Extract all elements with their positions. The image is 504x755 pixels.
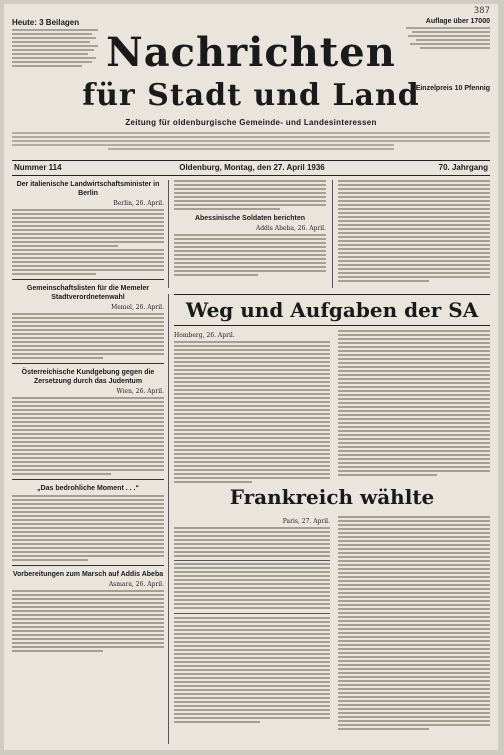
issue-date: Oldenburg, Montag, den 27. April 1936	[179, 163, 325, 172]
price-label: Einzelpreis 10 Pfennig	[415, 85, 490, 92]
left-column	[12, 180, 164, 654]
article-body	[338, 516, 490, 730]
france-article-right	[338, 516, 490, 732]
article-body	[338, 330, 490, 476]
dateline-bar	[12, 160, 490, 176]
article-title: „Das bedrohliche Moment . . .“	[37, 485, 139, 492]
article-dateline: Addis Abeba, 26. April.	[255, 225, 326, 232]
article-dateline: Asmara, 26. April.	[108, 581, 164, 588]
article-title: Abessinische Soldaten berichten	[194, 215, 306, 222]
imprint-block	[12, 132, 490, 150]
headline-sa: Weg und Aufgaben der SA	[174, 294, 490, 326]
article-body	[174, 527, 330, 557]
article-body	[12, 397, 164, 475]
article-body	[174, 234, 326, 276]
issue-number: Nummer 114	[14, 163, 62, 172]
circulation-heading: Auflage über 17000	[425, 18, 490, 25]
article-body	[12, 209, 164, 275]
article-body	[12, 590, 164, 652]
article-title: Österreichische Kundgebung gegen die Zersetzung durch das Judentum	[21, 369, 155, 385]
masthead-subtitle: für Stadt und Land	[82, 78, 420, 113]
supplements-fine-print	[12, 29, 100, 67]
supplements-heading: Heute: 3 Beilagen	[12, 18, 80, 27]
article-body	[174, 180, 326, 210]
france-article-left	[174, 516, 330, 725]
article-body	[338, 180, 490, 282]
election-results-table	[174, 560, 330, 614]
column-rule	[332, 180, 333, 288]
masthead-title: Nachrichten	[106, 29, 396, 76]
page-number: 387	[473, 6, 490, 16]
middle-column	[174, 180, 326, 278]
article-dateline: Wien, 26. April.	[116, 388, 164, 395]
article-dateline: Homberg, 26. April.	[174, 332, 235, 339]
article-body	[174, 341, 330, 483]
newspaper-page	[4, 4, 498, 750]
masthead-tagline: Zeitung für oldenburgische Gemeinde- und Landesinteressen	[125, 118, 377, 127]
article-dateline: Berlin, 26. April.	[113, 200, 164, 207]
article-body	[174, 617, 330, 723]
article-body	[12, 495, 164, 561]
headline-france: Frankreich wählte	[229, 485, 435, 509]
supplements-box	[12, 18, 100, 69]
sa-article-right	[338, 330, 490, 478]
right-column	[338, 180, 490, 284]
article-title: Gemeinschaftslisten für die Memeler Stadtverordnetenwahl	[26, 285, 150, 301]
volume-label: 70. Jahrgang	[438, 163, 488, 172]
sa-article-left	[174, 330, 330, 485]
article-dateline: Memel, 26. April.	[111, 304, 164, 311]
article-body	[12, 313, 164, 359]
article-dateline: Paris, 27. April.	[282, 518, 330, 525]
article-title: Vorbereitungen zum Marsch auf Addis Abeba	[12, 571, 164, 578]
article-title: Der italienische Landwirtschaftsminister in Berlin	[16, 181, 160, 197]
column-rule	[168, 180, 169, 288]
column-rule	[168, 294, 169, 744]
circulation-fine-print	[406, 27, 490, 49]
